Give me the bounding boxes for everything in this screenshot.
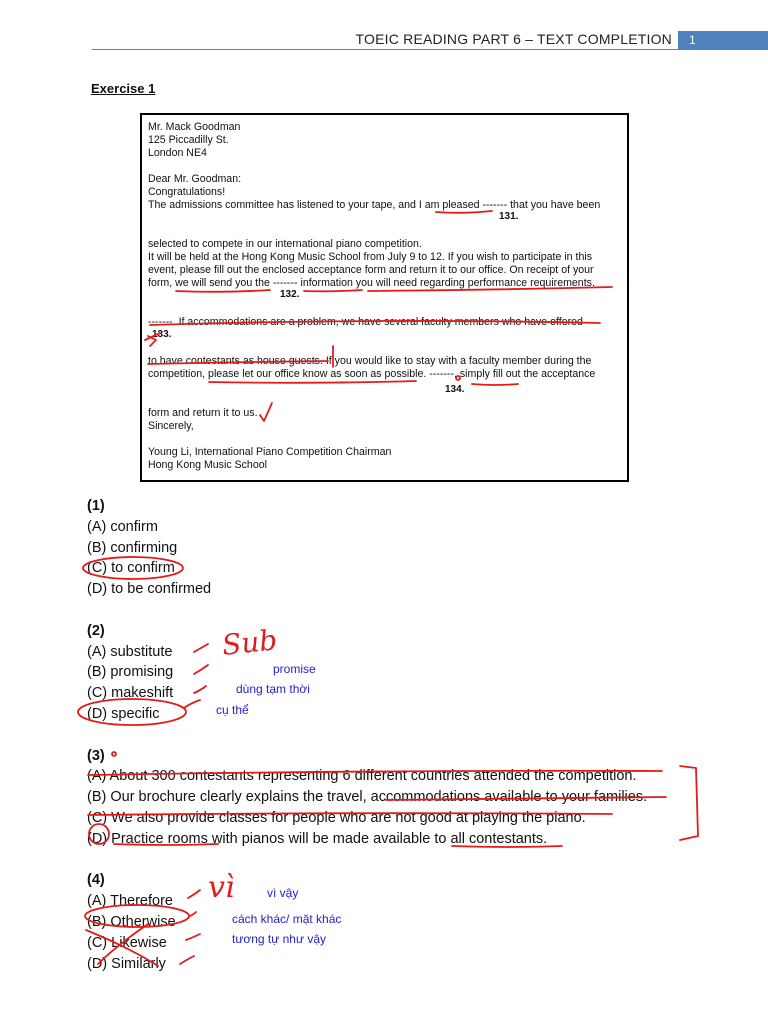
question-2 [87,621,647,725]
letter-line [148,342,600,355]
handwritten-vi: vì [208,870,235,905]
letter-line [148,225,600,238]
question-number: (1) [87,498,105,514]
letter-line: London NE4 [148,147,207,159]
letter-line: Dear Mr. Goodman: [148,173,242,185]
option-a: (A) confirm [87,518,158,535]
question-number: (4) [87,872,105,889]
note-otherwise: cách khác/ mặt khác [232,912,342,926]
question-number: (2) [87,622,105,639]
handwritten-sub: Sub [220,623,279,662]
option-a: (A) substitute [87,643,173,660]
letter-line [148,303,600,316]
note-therefore: vì vậy [267,886,299,900]
letter-line: Hong Kong Music School [148,459,267,471]
letter-line: Young Li, International Piano Competition Chairman [148,446,392,458]
option-a: (A) Therefore [87,893,173,910]
bracket-mark [680,766,698,840]
letter-line: 125 Piccadilly St. [148,134,229,146]
page-header-title: TOEIC READING PART 6 – TEXT COMPLETION [355,31,672,47]
note-makeshift: dùng tạm thời [236,682,310,696]
letter-line [148,329,600,342]
blank-number-134: 134. [445,384,465,395]
letter-line [148,160,600,173]
question-3 [87,746,647,850]
letter-line: Sincerely, [148,420,194,432]
note-likewise: tương tự như vậy [232,932,327,946]
letter-line: form and return it to us. [148,407,258,419]
option-c: (C) makeshift [87,685,174,702]
option-d: (D) specific [87,705,160,722]
option-c: (C) to confirm [87,560,175,577]
question-4 [87,870,647,974]
exercise-title: Exercise 1 [91,81,156,96]
question-number: (3) [87,747,105,764]
option-b: (B) promising [87,664,174,681]
letter-line [148,290,600,303]
letter-body [148,121,600,472]
letter-line: event, please fill out the enclosed acceptance form and return it to our office. On receipt of your [148,264,594,276]
blank-number-131: 131. [499,211,519,222]
letter-line [148,433,600,446]
question-1 [87,496,647,600]
option-a: (A) About 300 contestants representing 6 different countries attended the competition. [87,768,637,785]
letter-line [148,381,600,394]
option-b: (B) confirming [87,539,178,556]
note-specific: cụ thể [216,703,249,717]
letter-line: Mr. Mack Goodman [148,121,241,133]
letter-line [148,212,600,225]
blank-number-132: 132. [280,289,300,300]
letter-scan [140,113,629,482]
option-d: (D) to be confirmed [87,581,212,598]
letter-line: selected to compete in our international piano competition. [148,238,422,250]
letter-line: It will be held at the Hong Kong Music School from July 9 to 12. If you wish to participate in this [148,251,592,263]
letter-line: to have contestants as house guests. If you would like to stay with a faculty member during the [148,355,592,367]
option-c: (C) Likewise [87,934,167,951]
question-list [87,496,647,995]
letter-line: The admissions committee has listened to your tape, and I am pleased ------- that you have been [148,199,601,211]
letter-line: -------. If accommodations are a problem, we have several faculty members who have offered [148,316,583,328]
option-c: (C) We also provide classes for people who are not good at playing the piano. [87,809,586,826]
option-b: (B) Our brochure clearly explains the travel, accommodations available to your families. [87,789,648,806]
option-d: (D) Practice rooms with pianos will be made available to all contestants. [87,830,548,847]
page-number-badge: 1 [678,31,768,49]
option-d: (D) Similarly [87,955,166,972]
header-rule [92,49,768,50]
letter-line: competition, please let our office know as soon as possible. -------, simply fill out the acceptance [148,368,596,380]
letter-line: Congratulations! [148,186,226,198]
letter-line: form, we will send you the ------- information you will need regarding performance requirements. [148,277,595,289]
note-promise: promise [273,662,316,676]
option-b: (B) Otherwise [87,913,176,930]
blank-number-133: 133. [152,329,172,340]
letter-line [148,394,600,407]
